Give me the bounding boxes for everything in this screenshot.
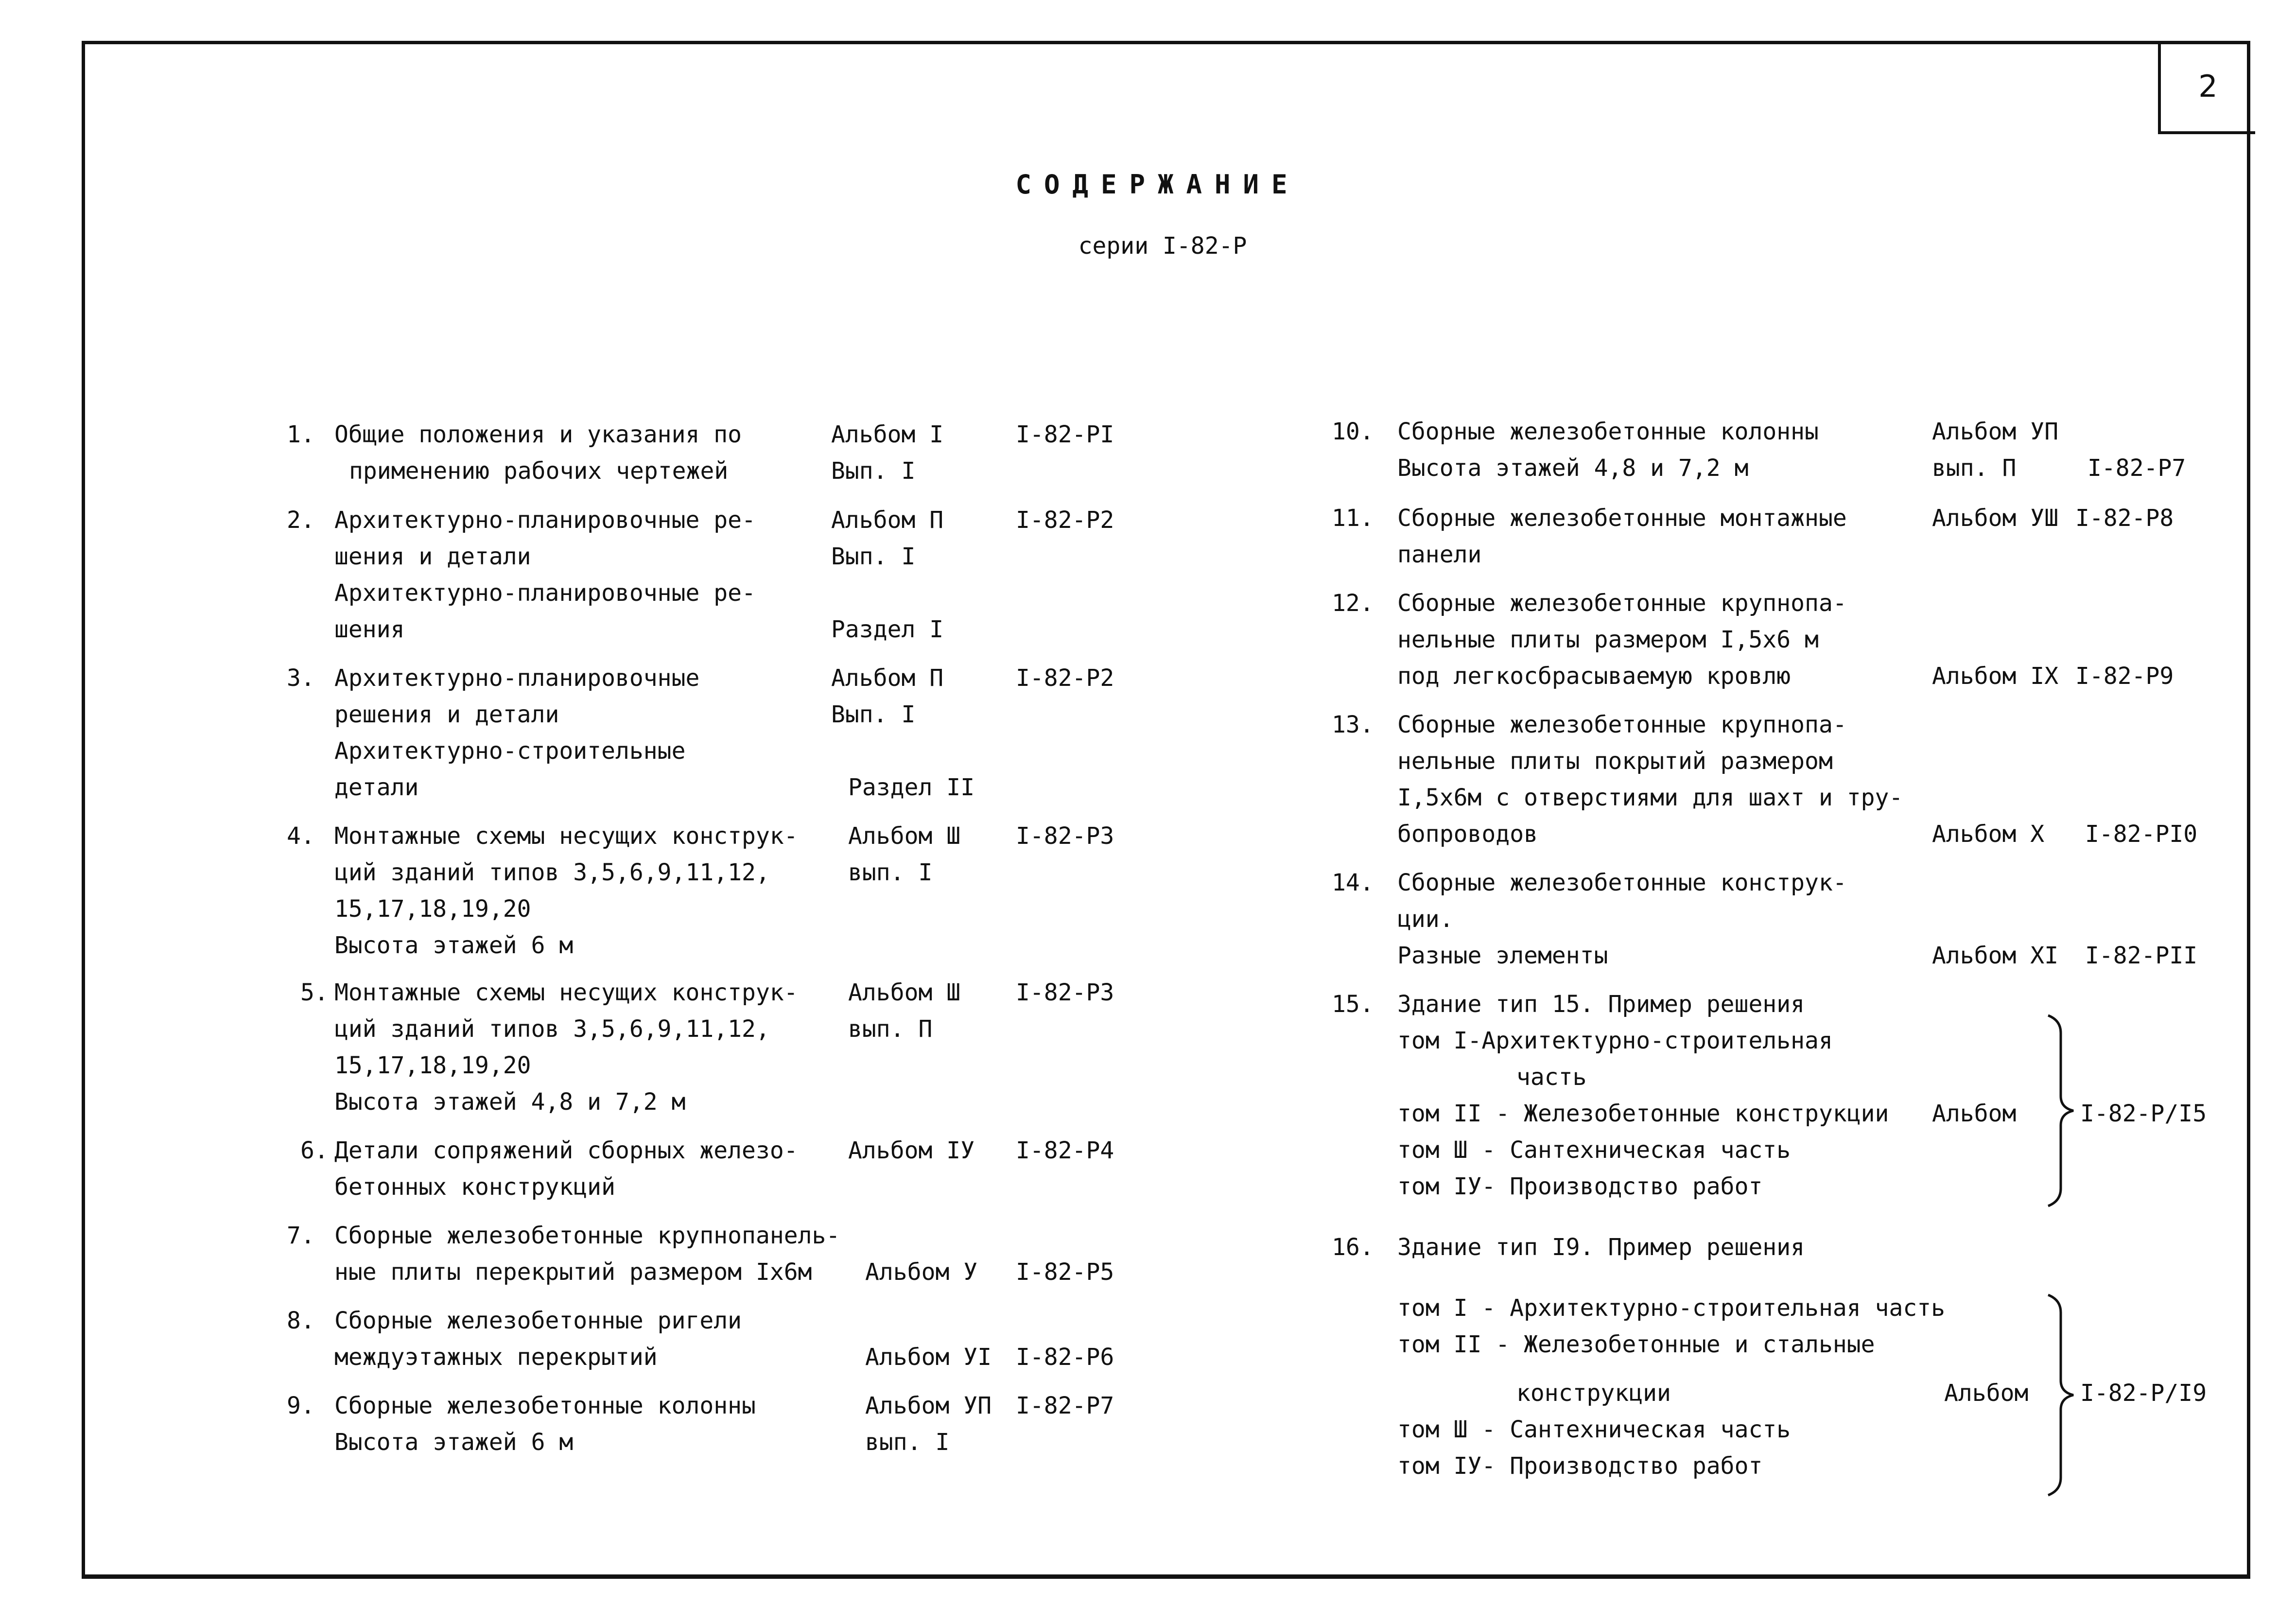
item-text: Сборные железобетонные крупнопанель- bbox=[334, 1222, 840, 1249]
item-code: I-82-Р3 bbox=[1016, 979, 1114, 1006]
item-album: Альбом УП bbox=[1932, 418, 2059, 445]
item-number: 10. bbox=[1332, 418, 1374, 445]
item-volume: вып. I bbox=[865, 1429, 950, 1456]
item-code: I-82-Р6 bbox=[1016, 1344, 1114, 1371]
item-text: решения и детали bbox=[334, 701, 559, 728]
item-code: I-82-Р5 bbox=[1016, 1258, 1114, 1286]
curly-brace-icon bbox=[2046, 1293, 2080, 1497]
item-text: ные плиты перекрытий размером Iх6м bbox=[334, 1258, 812, 1286]
item-text: шения bbox=[334, 616, 405, 643]
item-code: I-82-РI0 bbox=[2085, 821, 2198, 848]
item-text: Высота этажей 6 м bbox=[334, 1429, 574, 1456]
item-text: нельные плиты размером I,5х6 м bbox=[1397, 626, 1819, 653]
item-volume-line: том IУ- Производство работ bbox=[1397, 1452, 1763, 1480]
item-code: I-82-РI bbox=[1016, 421, 1114, 448]
item-volume: вып. П bbox=[848, 1015, 933, 1043]
item-number: 8. bbox=[287, 1307, 315, 1334]
item-text: бетонных конструкций bbox=[334, 1173, 615, 1201]
item-text: ций зданий типов 3,5,6,9,11,12, bbox=[334, 859, 770, 886]
item-text: ций зданий типов 3,5,6,9,11,12, bbox=[334, 1015, 770, 1043]
item-text: I,5х6м с отверстиями для шахт и тру- bbox=[1397, 784, 1903, 811]
item-text: Высота этажей 4,8 и 7,2 м bbox=[334, 1088, 686, 1116]
item-number: 12. bbox=[1332, 590, 1374, 617]
item-album: Альбом Ш bbox=[848, 822, 961, 850]
item-text: шения и детали bbox=[334, 543, 531, 570]
item-volume-line: том II - Железобетонные конструкции bbox=[1397, 1100, 1889, 1127]
item-text: Общие положения и указания по bbox=[334, 421, 742, 448]
item-code: I-82-Р8 bbox=[2075, 505, 2174, 532]
item-text: Сборные железобетонные крупнопа- bbox=[1397, 590, 1847, 617]
item-text: Сборные железобетонные ригели bbox=[334, 1307, 742, 1334]
item-album: Альбом П bbox=[831, 507, 944, 534]
item-volume-line: том I-Архитектурно-строительная bbox=[1397, 1027, 1833, 1054]
item-text: 15,17,18,19,20 bbox=[334, 895, 531, 923]
item-text: Сборные железобетонные колонны bbox=[1397, 418, 1819, 445]
page-title: СОДЕРЖАНИЕ bbox=[1015, 169, 1300, 200]
item-album: Альбом I bbox=[831, 421, 944, 448]
item-text: Высота этажей 6 м bbox=[334, 932, 574, 959]
item-album: Альбом УШ bbox=[1932, 505, 2059, 532]
item-volume-line: часть bbox=[1516, 1064, 1587, 1091]
item-code: I-82-Р7 bbox=[1016, 1392, 1114, 1419]
item-text: Архитектурно-планировочные ре- bbox=[334, 507, 756, 534]
item-album: Альбом ХI bbox=[1932, 942, 2059, 969]
item-album: Альбом УI bbox=[865, 1344, 992, 1371]
item-album: Альбом bbox=[1944, 1380, 2029, 1407]
item-volume-line: том IУ- Производство работ bbox=[1397, 1173, 1763, 1200]
item-number: 7. bbox=[287, 1222, 315, 1249]
item-text: Сборные железобетонные колонны bbox=[334, 1392, 756, 1419]
item-number: 14. bbox=[1332, 869, 1374, 896]
item-code: I-82-Р/I9 bbox=[2080, 1380, 2207, 1407]
item-code: I-82-Р/I5 bbox=[2080, 1100, 2207, 1127]
item-number: 11. bbox=[1332, 505, 1374, 532]
item-text: Детали сопряжений сборных железо- bbox=[334, 1137, 798, 1164]
item-number: 4. bbox=[287, 822, 315, 850]
item-volume-line: том I - Архитектурно-строительная часть bbox=[1397, 1294, 1946, 1322]
item-number: 16. bbox=[1332, 1234, 1374, 1261]
item-section: Раздел I bbox=[831, 616, 944, 643]
item-code: I-82-Р7 bbox=[2087, 454, 2186, 482]
item-text: Монтажные схемы несущих конструк- bbox=[334, 822, 798, 850]
item-volume: Вып. I bbox=[831, 701, 916, 728]
item-volume-line: том Ш - Сантехническая часть bbox=[1397, 1136, 1791, 1164]
item-volume-line: том Ш - Сантехническая часть bbox=[1397, 1416, 1791, 1443]
item-number: 6. bbox=[300, 1137, 329, 1164]
item-text: панели bbox=[1397, 541, 1482, 568]
item-volume: Вып. I bbox=[831, 457, 916, 485]
item-album: Альбом Х bbox=[1932, 821, 2045, 848]
item-volume: Вып. I bbox=[831, 543, 916, 570]
item-album: Альбом bbox=[1932, 1100, 2017, 1127]
item-volume: вып. П bbox=[1932, 454, 2017, 482]
item-text: Сборные железобетонные конструк- bbox=[1397, 869, 1847, 896]
item-code: I-82-Р2 bbox=[1016, 664, 1114, 692]
item-text: Сборные железобетонные монтажные bbox=[1397, 505, 1847, 532]
item-number: 3. bbox=[287, 664, 315, 692]
item-text: Монтажные схемы несущих конструк- bbox=[334, 979, 798, 1006]
item-album: Альбом УП bbox=[865, 1392, 992, 1419]
item-text: Сборные железобетонные крупнопа- bbox=[1397, 711, 1847, 738]
item-text: междуэтажных перекрытий bbox=[334, 1344, 658, 1371]
item-text: Разные элементы bbox=[1397, 942, 1608, 969]
item-code: I-82-Р2 bbox=[1016, 507, 1114, 534]
item-section: Раздел II bbox=[848, 774, 975, 801]
item-text: Архитектурно-планировочные bbox=[334, 664, 700, 692]
item-text: ции. bbox=[1397, 906, 1454, 933]
item-text: Архитектурно-планировочные ре- bbox=[334, 579, 756, 607]
page-number: 2 bbox=[2198, 68, 2218, 104]
item-text: 15,17,18,19,20 bbox=[334, 1052, 531, 1079]
item-text: Высота этажей 4,8 и 7,2 м bbox=[1397, 454, 1749, 482]
item-text: применению рабочих чертежей bbox=[349, 457, 729, 485]
item-text: под легкосбрасываемую кровлю bbox=[1397, 663, 1791, 690]
item-code: I-82-Р4 bbox=[1016, 1137, 1114, 1164]
item-text: бопроводов bbox=[1397, 821, 1538, 848]
item-number: 9. bbox=[287, 1392, 315, 1419]
item-album: Альбом IУ bbox=[848, 1137, 975, 1164]
item-code: I-82-РII bbox=[2085, 942, 2198, 969]
curly-brace-icon bbox=[2046, 1013, 2080, 1208]
item-volume-line: том II - Железобетонные и стальные bbox=[1397, 1331, 1875, 1358]
page-number-box bbox=[2158, 41, 2255, 134]
item-text: нельные плиты покрытий размером bbox=[1397, 748, 1833, 775]
item-number: 2. bbox=[287, 507, 315, 534]
item-text: Архитектурно-строительные bbox=[334, 737, 686, 765]
item-number: 15. bbox=[1332, 991, 1374, 1018]
item-album: Альбом Ш bbox=[848, 979, 961, 1006]
item-album: Альбом П bbox=[831, 664, 944, 692]
item-code: I-82-Р9 bbox=[2075, 663, 2174, 690]
page-subtitle: серии I-82-Р bbox=[1078, 232, 1247, 260]
item-album: Альбом IХ bbox=[1932, 663, 2059, 690]
item-number: 13. bbox=[1332, 711, 1374, 738]
item-number: 5. bbox=[300, 979, 329, 1006]
item-album: Альбом У bbox=[865, 1258, 978, 1286]
item-text: детали bbox=[334, 774, 419, 801]
item-code: I-82-Р3 bbox=[1016, 822, 1114, 850]
item-text: Здание тип 15. Пример решения bbox=[1397, 991, 1805, 1018]
item-number: 1. bbox=[287, 421, 315, 448]
item-volume: вып. I bbox=[848, 859, 933, 886]
item-text: Здание тип I9. Пример решения bbox=[1397, 1234, 1805, 1261]
item-volume-line: конструкции bbox=[1516, 1380, 1671, 1407]
